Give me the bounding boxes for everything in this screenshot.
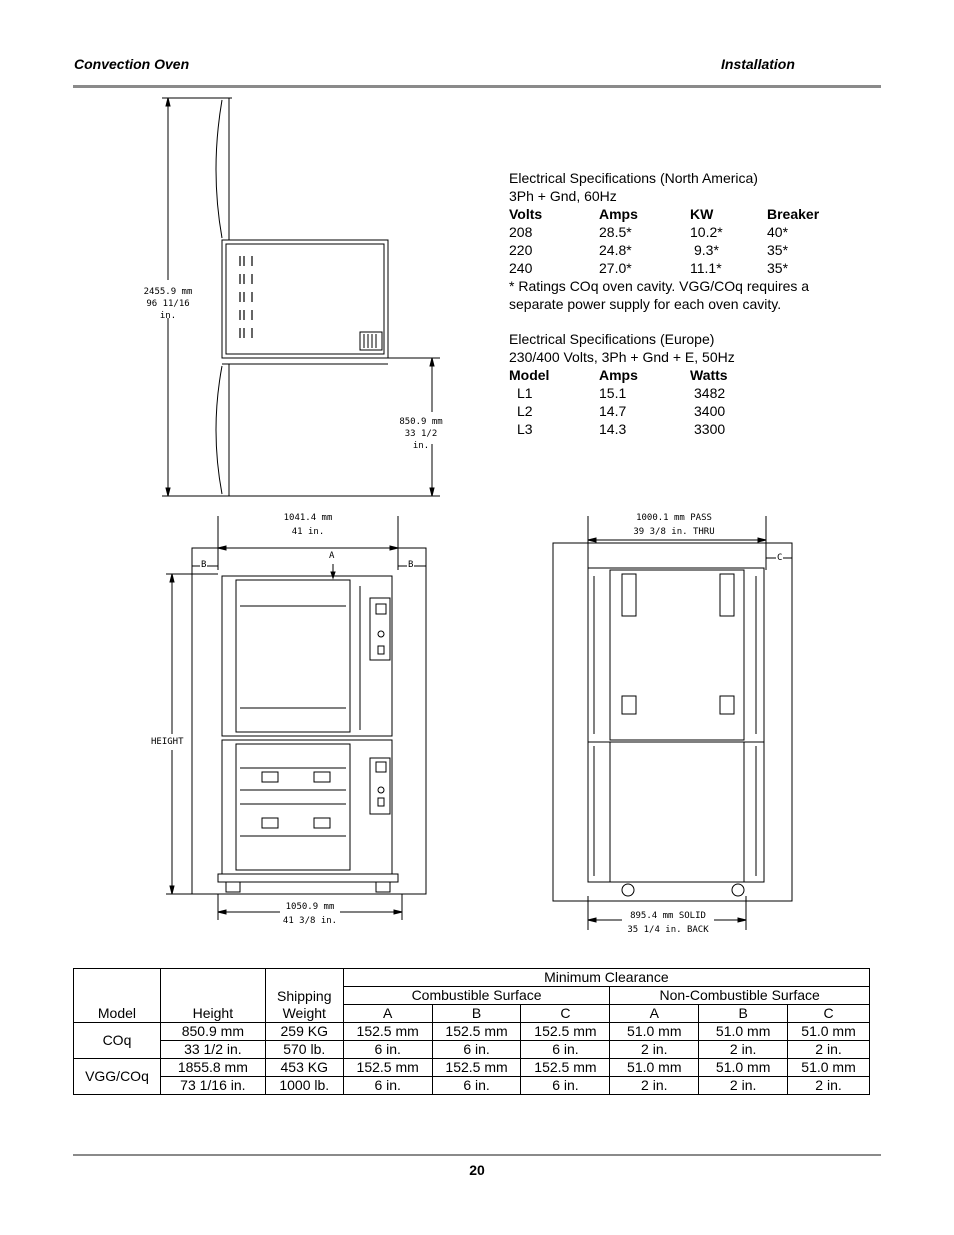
header-doc-title: Convection Oven <box>74 56 190 72</box>
th-comb-b: B <box>432 1005 521 1023</box>
spec-na-h-amps: Amps <box>599 206 638 222</box>
th-combustible: Combustible Surface <box>343 987 610 1005</box>
table-cell: 51.0 mm <box>699 1059 788 1077</box>
spec-eu-cell: L3 <box>517 421 533 437</box>
table-row <box>74 1023 870 1041</box>
th-height: Height <box>160 969 265 1023</box>
spec-eu-cell: 3400 <box>694 403 726 419</box>
table-row <box>74 1041 870 1059</box>
pass-thru-label <box>628 511 720 539</box>
bottom-width-label <box>280 900 340 928</box>
table-cell: 152.5 mm <box>432 1023 521 1041</box>
th-shipping-weight <box>265 969 343 1023</box>
spec-na-cell: 28.5* <box>599 224 632 240</box>
top-width-mm: 1041.4 mm <box>283 513 333 523</box>
spec-eu-cell: 3482 <box>694 385 726 401</box>
solid-back-label <box>622 909 714 937</box>
th-comb-c: C <box>521 1005 610 1023</box>
table-cell: 6 in. <box>521 1041 610 1059</box>
table-row <box>74 1059 870 1077</box>
table-cell: 1855.8 mm <box>160 1059 265 1077</box>
spec-eu-h-amps: Amps <box>599 367 638 383</box>
clearance-a-label: A <box>329 551 335 561</box>
spec-na-title: Electrical Specifications (North America) <box>509 170 758 186</box>
th-noncomb-b: B <box>699 1005 788 1023</box>
back-view-drawing <box>553 516 792 930</box>
th-shipping-line1: Shipping <box>277 988 332 1004</box>
spec-na-subtitle: 3Ph + Gnd, 60Hz <box>509 188 617 204</box>
spec-na-cell: 220 <box>509 242 533 258</box>
table-cell: 51.0 mm <box>699 1023 788 1041</box>
spec-na-cell: 27.0* <box>599 260 632 276</box>
table-cell: 2 in. <box>610 1041 699 1059</box>
table-cell: 570 lb. <box>265 1041 343 1059</box>
th-noncombustible: Non-Combustible Surface <box>610 987 870 1005</box>
clearance-table <box>73 968 870 1095</box>
spec-na-cell: 208 <box>509 224 533 240</box>
table-cell: 2 in. <box>788 1077 870 1095</box>
th-model: Model <box>74 969 161 1023</box>
th-noncomb-a: A <box>610 1005 699 1023</box>
table-cell-model: COq <box>74 1023 161 1059</box>
spec-na-cell: 24.8* <box>599 242 632 258</box>
spec-na-cell: 35* <box>767 260 789 276</box>
spec-na-h-kw: KW <box>690 206 714 222</box>
table-cell: 2 in. <box>699 1041 788 1059</box>
table-cell: 850.9 mm <box>160 1023 265 1041</box>
spec-eu-cell: 14.3 <box>599 421 627 437</box>
table-cell-model: VGG/COq <box>74 1059 161 1095</box>
table-cell: 51.0 mm <box>610 1023 699 1041</box>
table-cell: 2 in. <box>610 1077 699 1095</box>
table-cell: 152.5 mm <box>343 1023 432 1041</box>
overall-height-mm: 2455.9 mm <box>143 287 193 297</box>
footer-rule <box>73 1154 881 1156</box>
table-cell: 51.0 mm <box>788 1059 870 1077</box>
table-row <box>74 1077 870 1095</box>
spec-eu-cell: L1 <box>517 385 533 401</box>
table-cell: 2 in. <box>699 1077 788 1095</box>
spec-na-h-breaker: Breaker <box>767 206 820 222</box>
table-cell: 6 in. <box>432 1041 521 1059</box>
table-cell: 6 in. <box>432 1077 521 1095</box>
spec-na-note-1: * Ratings COq oven cavity. VGG/COq requires a <box>509 278 810 294</box>
spec-eu-cell: 14.7 <box>599 403 627 419</box>
table-cell: 6 in. <box>521 1077 610 1095</box>
table-cell: 33 1/2 in. <box>160 1041 265 1059</box>
table-cell: 152.5 mm <box>521 1023 610 1041</box>
spec-eu-cell: 3300 <box>694 421 726 437</box>
table-cell: 73 1/16 in. <box>160 1077 265 1095</box>
overall-height-label <box>140 286 196 322</box>
solid-back-in: 35 1/4 in. BACK <box>627 925 709 935</box>
spec-eu-title: Electrical Specifications (Europe) <box>509 331 715 347</box>
table-cell: 259 KG <box>265 1023 343 1041</box>
table-cell: 152.5 mm <box>432 1059 521 1077</box>
table-cell: 152.5 mm <box>343 1059 432 1077</box>
th-comb-a: A <box>343 1005 432 1023</box>
spec-na-note-2: separate power supply for each oven cavity. <box>509 296 782 312</box>
top-width-label <box>278 511 338 539</box>
table-cell: 6 in. <box>343 1041 432 1059</box>
th-shipping-line2: Weight <box>282 1005 326 1021</box>
pass-thru-in: 39 3/8 in. THRU <box>633 527 715 537</box>
th-minimum-clearance: Minimum Clearance <box>343 969 869 987</box>
clearance-c-label: C <box>777 553 783 563</box>
solid-back-mm: 895.4 mm SOLID <box>630 911 706 921</box>
table-cell: 51.0 mm <box>610 1059 699 1077</box>
lower-height-in: 33 1/2 in. <box>404 429 438 451</box>
overall-height-in: 96 11/16 in. <box>146 299 190 321</box>
front-view-drawing <box>166 516 426 920</box>
table-header-row <box>74 969 870 987</box>
bottom-width-in: 41 3/8 in. <box>282 916 338 926</box>
spec-eu-cell: 15.1 <box>599 385 627 401</box>
spec-eu-h-watts: Watts <box>690 367 728 383</box>
th-noncomb-c: C <box>788 1005 870 1023</box>
top-width-in: 41 in. <box>291 527 325 537</box>
table-cell: 152.5 mm <box>521 1059 610 1077</box>
page-number: 20 <box>469 1162 485 1178</box>
spec-eu-subtitle: 230/400 Volts, 3Ph + Gnd + E, 50Hz <box>509 349 735 365</box>
bottom-width-mm: 1050.9 mm <box>285 902 335 912</box>
clearance-b-right-label: B <box>408 560 414 570</box>
clearance-b-left-label: B <box>201 560 207 570</box>
spec-na-cell: 240 <box>509 260 533 276</box>
height-label: HEIGHT <box>151 737 184 747</box>
spec-na-cell: 9.3* <box>694 242 719 258</box>
spec-na-cell: 11.1* <box>690 260 722 276</box>
table-cell: 453 KG <box>265 1059 343 1077</box>
spec-na-cell: 40* <box>767 224 789 240</box>
table-cell: 1000 lb. <box>265 1077 343 1095</box>
pass-thru-mm: 1000.1 mm PASS <box>636 513 712 523</box>
spec-eu-cell: L2 <box>517 403 533 419</box>
spec-na-h-volts: Volts <box>509 206 543 222</box>
table-cell: 51.0 mm <box>788 1023 870 1041</box>
header-section-title: Installation <box>721 56 795 72</box>
table-cell: 2 in. <box>788 1041 870 1059</box>
lower-height-mm: 850.9 mm <box>399 417 443 427</box>
spec-na-cell: 35* <box>767 242 789 258</box>
spec-na-cell: 10.2* <box>690 224 723 240</box>
spec-eu-h-model: Model <box>509 367 550 383</box>
table-cell: 6 in. <box>343 1077 432 1095</box>
lower-height-label <box>398 416 444 452</box>
